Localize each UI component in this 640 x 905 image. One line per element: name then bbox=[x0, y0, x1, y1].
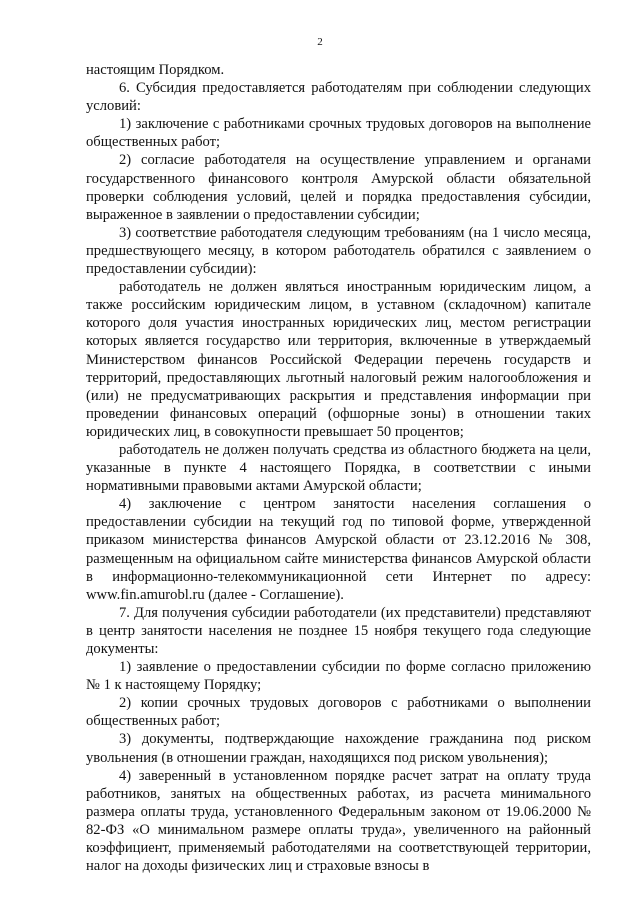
paragraph: 7. Для получения субсидии работодатели (их представители) представляют в центр занятости населения не позднее 15 ноября текущего года следующие документы: bbox=[86, 604, 591, 657]
paragraph: 4) заверенный в установленном порядке расчет затрат на оплату труда работников, занятых на общественных работах, из расчета минимального размера оплаты труда, установленного Федеральным законом от 19.06.2000 № 82-ФЗ «О минимальном размере оплаты труда», увеличенного на районный коэффициент, применяемый работодателями на соответствующей территории, налог на доходы физических лиц и страховые взносы в bbox=[86, 767, 591, 875]
paragraph: 1) заключение с работниками срочных трудовых договоров на выполнение общественных работ; bbox=[86, 116, 591, 151]
paragraph: настоящим Порядком. bbox=[86, 62, 225, 78]
paragraph: 2) согласие работодателя на осуществление управлением и органами государственного финансового контроля Амурской области обязательной проверки соблюдения условий, целей и порядка предоставления субсидии, выраженное в заявлении о предоставлении субсидии; bbox=[86, 152, 591, 223]
paragraph: 3) документы, подтверждающие нахождение гражданина под риском увольнения (в отношении граждан, находящихся под риском увольнения); bbox=[86, 731, 591, 766]
paragraph: работодатель не должен получать средства из областного бюджета на цели, указанные в пункте 4 настоящего Порядка, в соответствии с иными нормативными правовыми актами Амурской области; bbox=[86, 441, 591, 495]
paragraph: 2) копии срочных трудовых договоров с работниками о выполнении общественных работ; bbox=[86, 695, 591, 730]
paragraph: 1) заявление о предоставлении субсидии по форме согласно приложению № 1 к настоящему Порядку; bbox=[86, 659, 591, 694]
paragraph: работодатель не должен являться иностранным юридическим лицом, а также российским юридическим лицом, в уставном (складочном) капитале которого доля участия иностранных юридических лиц, местом регистрации которых является государство или территория, включенные в утверждаемый Министерством финансов Российской Федерации перечень государств и территорий, предоставляющих льготный налоговый режим налогообложения и (или) не предусматривающих раскрытия и представления информации при проведении финансовых операций (офшорные зоны) в отношении таких юридических лиц, в совокупности превышает 50 процентов; bbox=[86, 279, 591, 440]
paragraph: 6. Субсидия предоставляется работодателям при соблюдении следующих условий: bbox=[86, 80, 591, 115]
document-body bbox=[86, 61, 591, 875]
paragraph: 3) соответствие работодателя следующим требованиям (на 1 число месяца, предшествующего месяцу, в котором работодатель обратился с заявлением о предоставлении субсидии): bbox=[86, 224, 591, 278]
paragraph: 4) заключение с центром занятости населения соглашения о предоставлении субсидии на текущий год по типовой форме, утвержденной приказом министерства финансов Амурской области от 23.12.2016 № 308, размещенным на официальном сайте министерства финансов Амурской области в информационно-телекоммуникационной сети Интернет по адресу: www.fin.amurobl.ru (далее - Соглашение). bbox=[86, 496, 591, 603]
page-number: 2 bbox=[317, 36, 323, 48]
